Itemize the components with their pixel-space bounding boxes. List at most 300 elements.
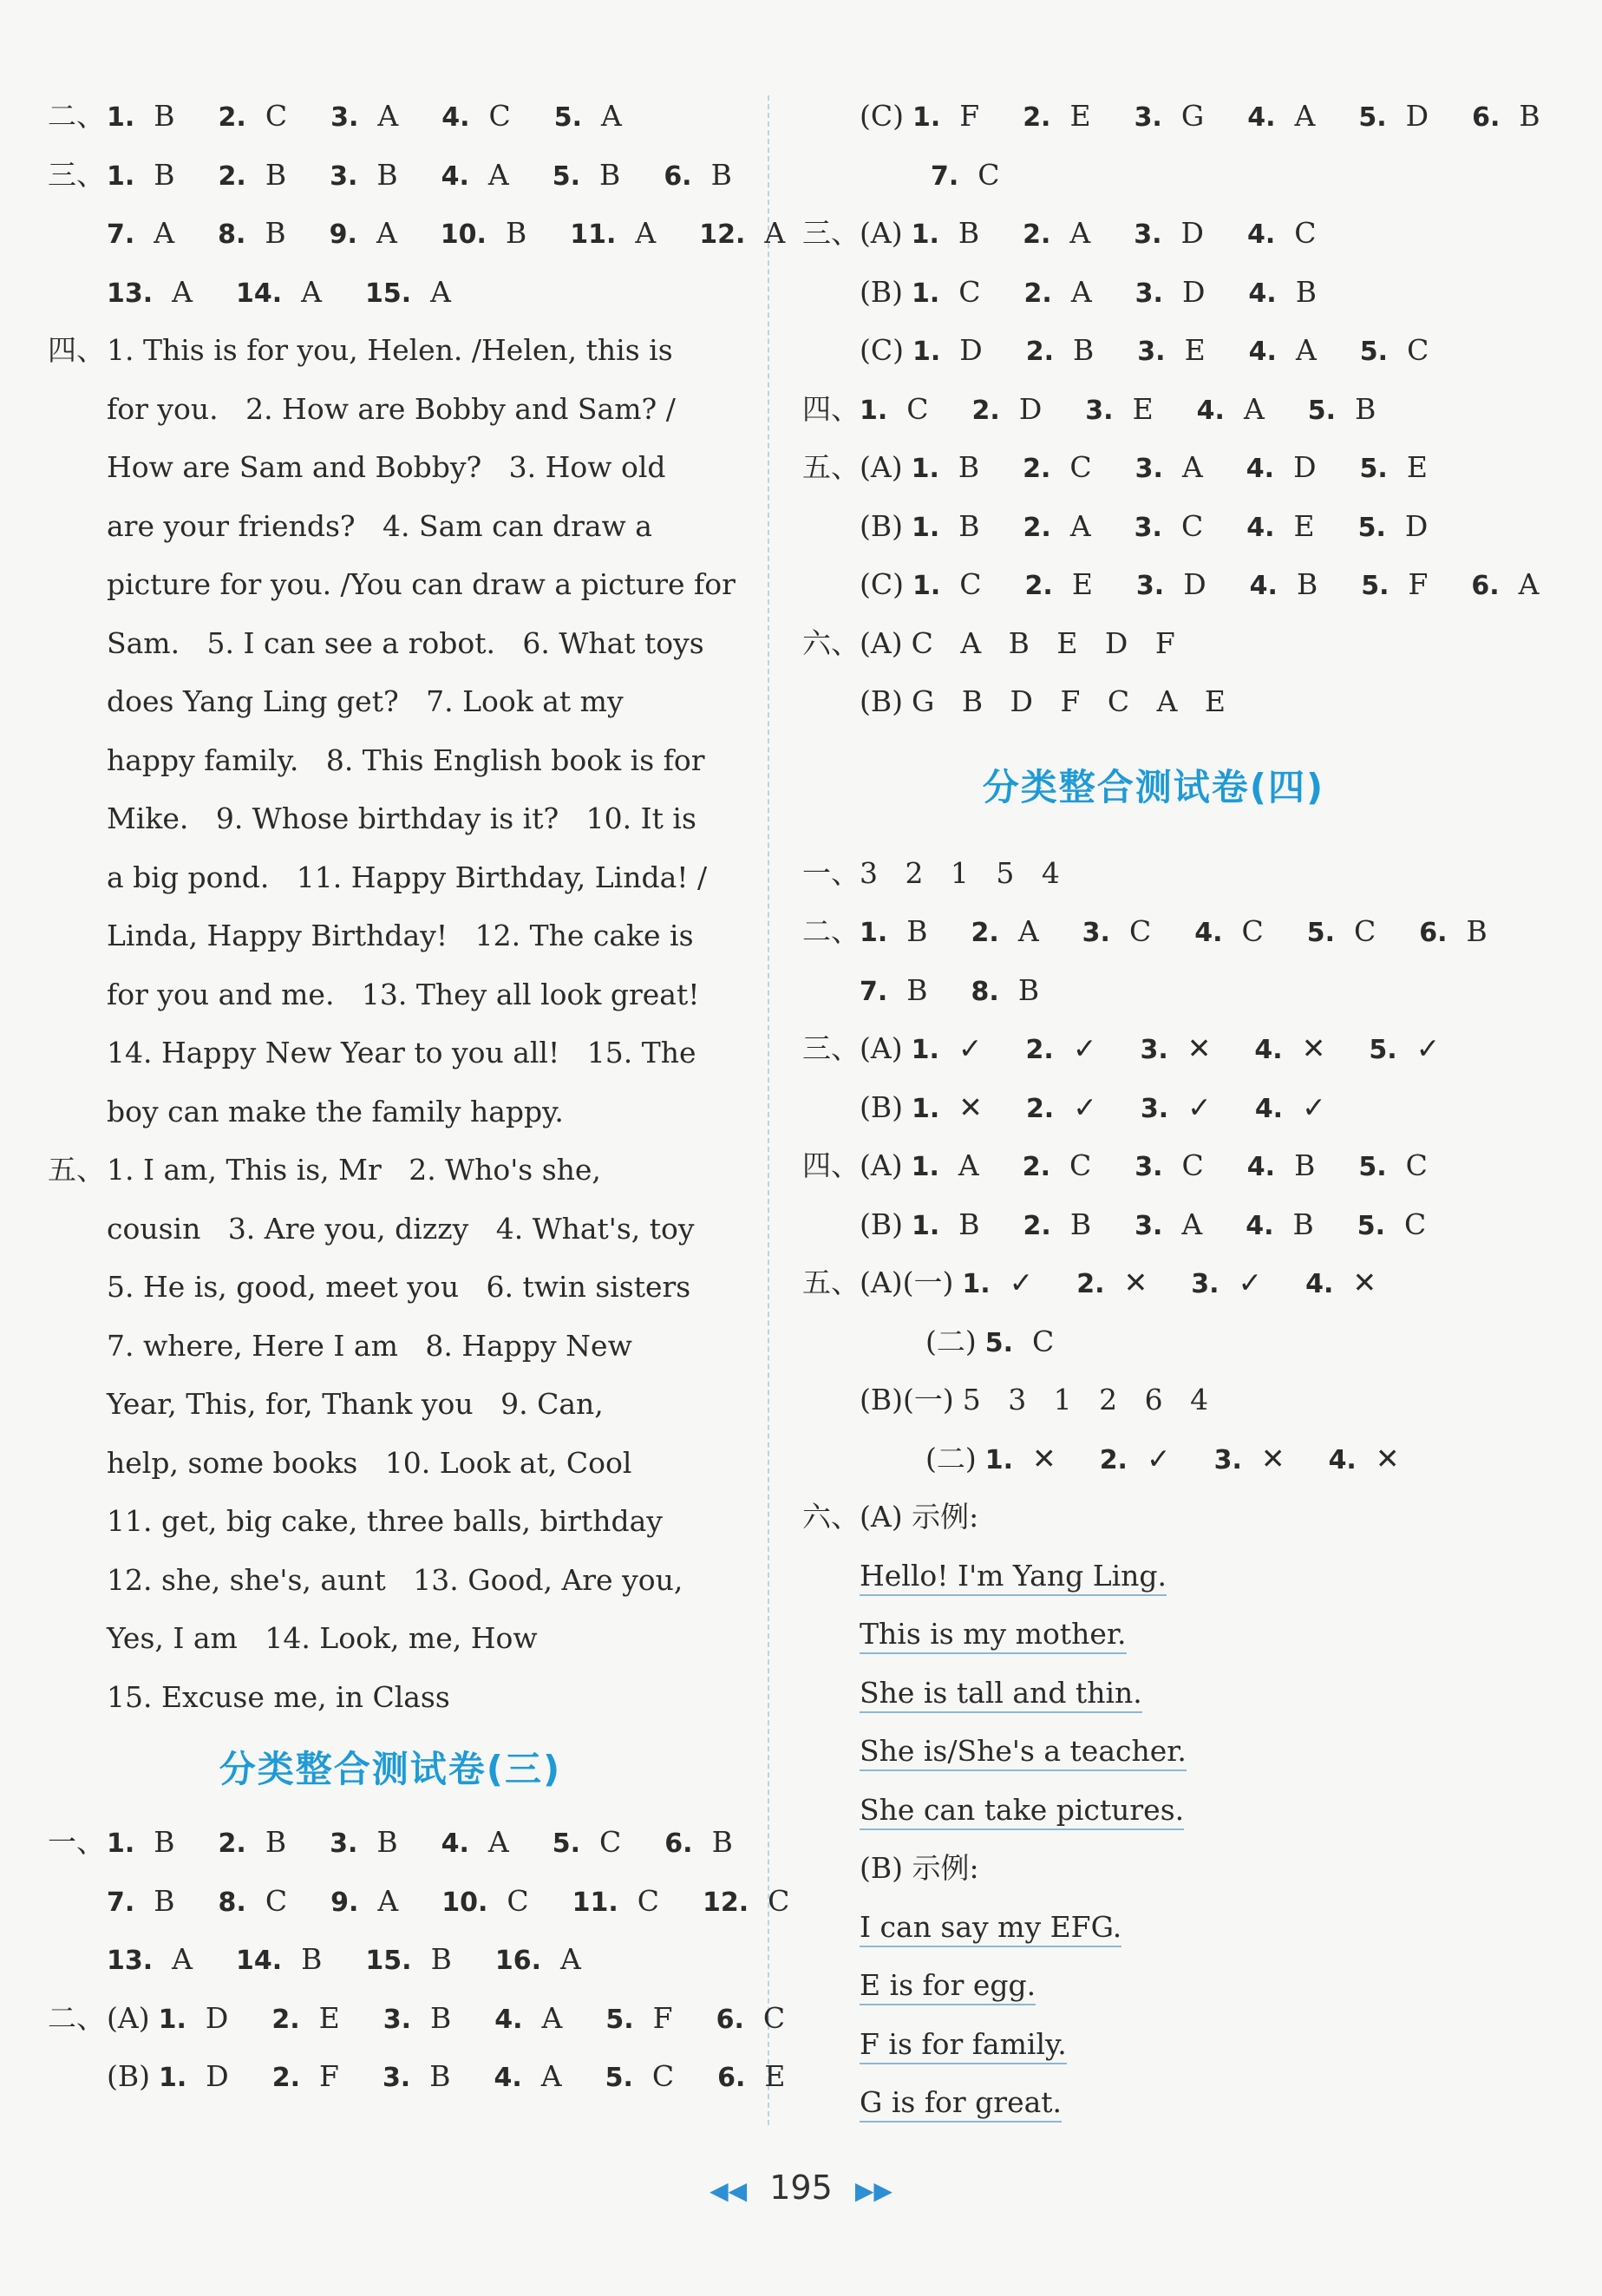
section-label: 六、 (802, 1500, 860, 1534)
answer-line (48, 1872, 790, 1931)
example-sentence: G is for great. (860, 2085, 1062, 2123)
answer-value: ✓ (1073, 1089, 1097, 1124)
answer-value: B (430, 2000, 452, 2035)
question-number: 1. (860, 395, 888, 426)
example-sentence: She is tall and thin. (860, 1676, 1142, 1713)
sub-label: (B) (107, 2059, 150, 2093)
answer-line (48, 789, 733, 848)
question-number: 2. (1023, 1210, 1051, 1241)
answer-value: A (154, 216, 175, 250)
section-label: 五、 (802, 450, 860, 484)
answer-value: C (265, 99, 288, 133)
answer-value: B (1069, 1207, 1092, 1241)
question-number: 5. (1359, 337, 1389, 367)
question-number: 2. (1025, 1035, 1054, 1065)
question-number: 5. (1361, 571, 1389, 601)
question-number: 4. (1246, 1210, 1274, 1241)
question-number: 1. (912, 102, 941, 133)
question-number: 12. (703, 1887, 749, 1918)
question-number: 2. (1023, 454, 1051, 484)
answer-value: D (1181, 274, 1206, 309)
section-label: 四、 (802, 391, 860, 426)
sub-label: (A) (107, 2000, 150, 2035)
answer-value: A (487, 157, 509, 192)
example-sentence: E is for egg. (860, 1968, 1036, 2005)
question-number: 1. (984, 1444, 1014, 1475)
question-number: 5. (984, 1327, 1014, 1358)
question-number: 3. (1140, 1035, 1168, 1065)
answer-value: D (1180, 216, 1205, 250)
answer-value: ✕ (1375, 1441, 1400, 1475)
section-label: 四、 (802, 1148, 860, 1182)
question-number: 1. (107, 1828, 135, 1859)
answer-line (48, 1258, 733, 1317)
question-number: 2. (971, 395, 1000, 426)
sub-label: (B) (860, 508, 903, 543)
answer-line (48, 87, 733, 146)
answer-sentence: 12. she, she's, aunt 13. Good, Are you, (107, 1562, 683, 1597)
question-number: 14. (236, 278, 283, 309)
answer-line (802, 263, 1505, 322)
answer-value: B (958, 1207, 980, 1241)
answer-value: E (1184, 333, 1206, 367)
answer-value: B (1466, 914, 1488, 948)
answer-value: C (1241, 914, 1264, 948)
answer-sentence: 1. I am, This is, Mr 2. Who's she, (107, 1153, 601, 1187)
answer-value: D (1183, 567, 1206, 601)
question-number: 6. (1472, 102, 1501, 133)
answer-sequence: G B D F C A E (912, 684, 1226, 718)
answer-value: B (710, 157, 732, 192)
section-label: 三、 (48, 157, 105, 192)
question-number: 8. (971, 976, 999, 1007)
answer-line (48, 1668, 733, 1727)
question-number: 4. (1305, 1269, 1334, 1299)
answer-line (48, 2047, 786, 2106)
answer-value: C (1405, 1148, 1428, 1182)
answer-value: ✕ (1123, 1266, 1148, 1299)
sub-label: (B) (860, 684, 903, 718)
example-sentence: Hello! I'm Yang Ling. (860, 1559, 1167, 1596)
answer-line (802, 146, 1505, 205)
sub-label: (B)(一) (860, 1383, 954, 1416)
answer-line (48, 1317, 733, 1376)
question-number: 9. (329, 219, 357, 250)
answer-line (48, 1930, 733, 1989)
answer-line (48, 1141, 733, 1200)
answer-value: B (505, 216, 527, 250)
answer-value: ✓ (958, 1031, 983, 1065)
answer-line (802, 1956, 1505, 2015)
answer-value: A (430, 274, 451, 309)
answer-value: C (1407, 333, 1429, 367)
answer-value: F (1408, 567, 1429, 601)
question-number: 1. (107, 102, 135, 133)
answer-line (802, 614, 1505, 673)
example-heading: (A) 示例: (860, 1500, 979, 1534)
question-number: 13. (107, 1946, 154, 1976)
answer-value: D (205, 2000, 229, 2035)
answer-value: A (635, 216, 657, 250)
sub-label: (C) (860, 99, 904, 133)
question-number: 3. (1134, 1152, 1163, 1182)
sub-label: (二) (925, 1324, 977, 1358)
question-number: 7. (107, 219, 135, 250)
question-number: 14. (236, 1946, 283, 1976)
question-number: 5. (1307, 395, 1337, 426)
section-label: 二、 (802, 914, 860, 948)
example-sentence: She is/She's a teacher. (860, 1734, 1187, 1771)
answer-sequence: C A B E D F (911, 625, 1175, 660)
answer-line (802, 844, 1505, 903)
question-number: 5. (553, 102, 583, 133)
example-sentence: I can say my EFG. (860, 1910, 1121, 1947)
answer-value: C (762, 2000, 786, 2035)
answer-line (802, 1019, 1505, 1078)
answer-sentence: does Yang Ling get? 7. Look at my (107, 684, 624, 718)
question-number: 6. (664, 160, 692, 192)
question-number: 2. (271, 2063, 301, 2093)
answer-value: B (265, 157, 287, 192)
question-number: 3. (1134, 512, 1162, 543)
answer-value: E (318, 2000, 340, 2035)
answer-value: B (154, 1883, 175, 1918)
answer-value: ✓ (1238, 1266, 1263, 1299)
answer-line (48, 1083, 733, 1141)
question-number: 2. (1023, 219, 1051, 250)
example-sentence: This is my mother. (860, 1617, 1127, 1654)
answer-value: C (1069, 1148, 1092, 1182)
answer-value: C (265, 1883, 288, 1918)
answer-sentence: cousin 3. Are you, dizzy 4. What's, toy (107, 1211, 695, 1246)
answer-value: D (959, 333, 983, 367)
answer-value: B (154, 99, 175, 133)
answer-line (802, 1370, 1505, 1429)
question-number: 7. (860, 976, 888, 1007)
answer-sentence: Mike. 9. Whose birthday is it? 10. It is (107, 801, 696, 835)
answer-line (802, 497, 1505, 556)
question-number: 1. (159, 2063, 187, 2093)
answer-line (802, 1664, 1505, 1723)
answer-value: A (172, 274, 193, 309)
answer-line (802, 87, 1540, 146)
section-label: 一、 (48, 1825, 105, 1859)
answer-line (802, 438, 1505, 497)
question-number: 2. (1076, 1269, 1105, 1299)
sub-label: (C) (860, 567, 904, 601)
answer-value: B (1292, 1207, 1314, 1241)
answer-sentence: help, some books 10. Look at, Cool (107, 1445, 632, 1480)
answer-value: A (1518, 567, 1540, 601)
answer-value: B (265, 216, 286, 250)
answer-value: B (1296, 567, 1318, 601)
answer-line (802, 380, 1505, 439)
answer-value: ✕ (1032, 1441, 1056, 1475)
answer-value: B (1295, 274, 1317, 309)
question-number: 5. (552, 1828, 581, 1859)
question-number: 1. (911, 1152, 939, 1182)
answer-line (48, 672, 733, 731)
question-number: 3. (1213, 1444, 1242, 1475)
answer-value: A (376, 216, 397, 250)
page-number: 195 (769, 2168, 833, 2207)
answer-line (802, 1253, 1505, 1312)
question-number: 1. (860, 918, 888, 948)
answer-line (802, 1078, 1505, 1137)
answer-sentence: for you and me. 13. They all look great! (107, 977, 700, 1011)
answer-line (48, 1813, 733, 1872)
question-number: 6. (717, 2063, 746, 2093)
question-number: 3. (330, 102, 359, 133)
question-number: 3. (1135, 571, 1165, 601)
question-number: 5. (1358, 1152, 1387, 1182)
answer-value: D (1404, 508, 1429, 543)
answer-value: ✕ (1260, 1441, 1285, 1475)
answer-value: G (1180, 99, 1205, 133)
sub-label: (二) (925, 1441, 977, 1475)
question-number: 2. (1023, 512, 1051, 543)
sub-label: (C) (860, 333, 904, 367)
test3-title: 分类整合测试卷(三) (219, 1748, 562, 1790)
question-number: 3. (1140, 1093, 1169, 1124)
answer-value: D (206, 2059, 229, 2093)
answer-line (48, 1024, 733, 1083)
answer-value: ✓ (1416, 1031, 1441, 1065)
answer-line (48, 614, 733, 673)
question-number: 2. (1024, 571, 1053, 601)
question-number: 2. (1025, 337, 1055, 367)
question-number: 13. (107, 278, 154, 309)
answer-sentence: 5. He is, good, meet you 6. twin sisters (107, 1270, 691, 1304)
test4-title: 分类整合测试卷(四) (982, 765, 1325, 808)
next-arrows-icon: ▶▶ (854, 2176, 893, 2205)
answer-line (48, 497, 733, 556)
answer-line (802, 2073, 1505, 2132)
answer-value: B (154, 1825, 175, 1859)
question-number: 5. (1306, 918, 1336, 948)
answer-value: D (1405, 99, 1429, 133)
sub-label: (A) (860, 1031, 903, 1065)
answer-value: C (1404, 1207, 1427, 1241)
answer-line (48, 263, 733, 322)
question-number: 3. (1137, 337, 1166, 367)
question-number: 5. (1357, 512, 1386, 543)
answer-value: B (906, 972, 928, 1007)
answer-sentence: are your friends? 4. Sam can draw a (107, 508, 652, 543)
answer-value: B (1519, 99, 1540, 133)
answer-line (802, 1195, 1505, 1254)
question-number: 4. (1248, 337, 1277, 367)
section-label: 六、 (802, 625, 860, 660)
question-number: 5. (1358, 102, 1387, 133)
question-number: 6. (716, 2004, 744, 2035)
answer-line (48, 1609, 733, 1668)
answer-value: C (599, 1825, 622, 1859)
sub-label: (B) (860, 1207, 903, 1241)
answer-value: C (1069, 450, 1092, 484)
answer-line (48, 848, 733, 907)
answer-value: C (1180, 508, 1204, 543)
question-number: 4. (1254, 1093, 1284, 1124)
answer-value: A (377, 99, 399, 133)
answer-value: ✕ (1301, 1031, 1326, 1065)
question-number: 2. (271, 2004, 300, 2035)
answer-value: ✓ (1302, 1089, 1326, 1124)
question-number: 6. (1471, 571, 1500, 601)
question-number: 4. (1247, 219, 1276, 250)
answer-value: B (265, 1825, 287, 1859)
sub-label: (A) (860, 450, 903, 484)
answer-line (802, 1839, 1505, 1898)
answer-sentence: 15. Excuse me, in Class (107, 1679, 450, 1714)
question-number: 7. (931, 160, 959, 192)
answer-value: B (1294, 1148, 1316, 1182)
answer-value: B (376, 1825, 398, 1859)
sub-label: (B) (860, 1089, 903, 1124)
left-column (48, 87, 790, 2106)
answer-value: C (1294, 216, 1317, 250)
question-number: 3. (330, 1828, 358, 1859)
question-number: 4. (494, 2004, 523, 2035)
answer-value: A (601, 99, 622, 133)
answer-value: ✕ (1352, 1266, 1377, 1299)
question-number: 3. (1134, 219, 1162, 250)
question-number: 6. (1419, 918, 1448, 948)
answer-value: C (768, 1883, 790, 1918)
answer-value: F (319, 2059, 339, 2093)
answer-value: ✓ (1072, 1031, 1097, 1065)
question-number: 4. (1246, 512, 1275, 543)
answer-value: A (560, 1942, 581, 1976)
question-number: 4. (441, 1828, 469, 1859)
question-number: 1. (158, 2004, 186, 2035)
question-number: 4. (1194, 918, 1223, 948)
right-column (802, 87, 1540, 2132)
question-number: 1. (912, 571, 941, 601)
answer-value: B (429, 2059, 451, 2093)
answer-line (802, 2015, 1505, 2074)
question-number: 2. (1022, 1152, 1050, 1182)
answer-value: C (637, 1883, 660, 1918)
question-number: 5. (1359, 454, 1388, 484)
question-number: 2. (1099, 1444, 1128, 1475)
answer-value: C (978, 157, 1000, 192)
question-number: 4. (1328, 1444, 1357, 1475)
question-number: 2. (971, 918, 999, 948)
question-number: 1. (107, 160, 135, 192)
answer-line (48, 1989, 786, 2048)
answer-line (802, 1136, 1505, 1195)
answer-value: B (154, 157, 175, 192)
answer-value: C (959, 567, 982, 601)
answer-line (48, 321, 733, 380)
question-number: 16. (494, 1946, 541, 1976)
answer-line (48, 965, 733, 1024)
answer-value: C (488, 99, 511, 133)
section-label: 五、 (802, 1266, 860, 1299)
answer-value: A (1294, 99, 1316, 133)
question-number: 1. (962, 1269, 991, 1299)
question-number: 7. (107, 1887, 135, 1918)
question-number: 9. (330, 1887, 359, 1918)
question-number: 6. (664, 1828, 693, 1859)
question-number: 4. (1248, 278, 1277, 309)
question-number: 1. (912, 278, 940, 309)
answer-sequence: 3 2 1 5 4 (860, 855, 1060, 890)
answer-sentence: 1. This is for you, Helen. /Helen, this is (107, 333, 673, 367)
answer-line (802, 902, 1505, 961)
answer-value: D (1293, 450, 1317, 484)
answer-value: B (958, 508, 980, 543)
answer-value: E (1406, 450, 1428, 484)
answer-value: A (541, 2000, 563, 2035)
answer-value: ✕ (958, 1089, 983, 1124)
question-number: 3. (1191, 1269, 1219, 1299)
answer-value: ✓ (1187, 1089, 1212, 1124)
answer-line (48, 204, 786, 263)
section-label: 三、 (802, 1031, 860, 1065)
answer-value: ✕ (1187, 1031, 1212, 1065)
answer-value: A (301, 274, 322, 309)
sub-label: (A) (860, 625, 903, 660)
answer-value: A (1017, 914, 1039, 948)
answer-value: A (540, 2059, 562, 2093)
question-number: 11. (572, 1887, 618, 1918)
question-number: 5. (605, 2063, 633, 2093)
answer-line (48, 1434, 733, 1493)
question-number: 10. (440, 219, 487, 250)
question-number: 4. (1196, 395, 1225, 426)
answer-value: D (1018, 391, 1043, 426)
answer-line (802, 555, 1540, 614)
answer-value: E (1069, 99, 1091, 133)
answer-sequence: 5 3 1 2 6 4 (962, 1383, 1209, 1416)
answer-line (48, 1551, 733, 1610)
answer-line (802, 1429, 1505, 1488)
section-label: 二、 (48, 99, 105, 133)
answer-line (802, 1722, 1505, 1781)
answer-sentence: Sam. 5. I can see a robot. 6. What toys (107, 625, 704, 660)
section-label: 一、 (802, 855, 860, 890)
question-number: 3. (1082, 918, 1110, 948)
question-number: 15. (365, 1946, 412, 1976)
answer-sentence: How are Sam and Bobby? 3. How old (107, 450, 666, 484)
question-number: 3. (1134, 278, 1163, 309)
answer-value: B (1355, 391, 1376, 426)
answer-sentence: Year, This, for, Thank you 9. Can, (107, 1387, 604, 1421)
sub-label: (B) (860, 274, 903, 309)
section-label: 二、 (48, 2000, 105, 2035)
section-label: 四、 (48, 333, 105, 367)
question-number: 3. (1134, 454, 1163, 484)
prev-arrows-icon: ◀◀ (709, 2176, 748, 2205)
question-number: 11. (570, 219, 617, 250)
question-number: 3. (382, 2063, 411, 2093)
question-number: 10. (441, 1887, 488, 1918)
answer-value: ✓ (1009, 1266, 1034, 1299)
answer-value: B (430, 1942, 452, 1976)
column-divider (768, 95, 769, 2125)
question-number: 1. (911, 1035, 939, 1065)
answer-line (48, 731, 733, 790)
answer-value: A (1069, 216, 1091, 250)
answer-line (802, 961, 1505, 1020)
answer-value: F (959, 99, 980, 133)
answer-value: E (1132, 391, 1154, 426)
question-number: 3. (330, 160, 358, 192)
question-number: 3. (1134, 102, 1162, 133)
answer-value: A (487, 1825, 509, 1859)
